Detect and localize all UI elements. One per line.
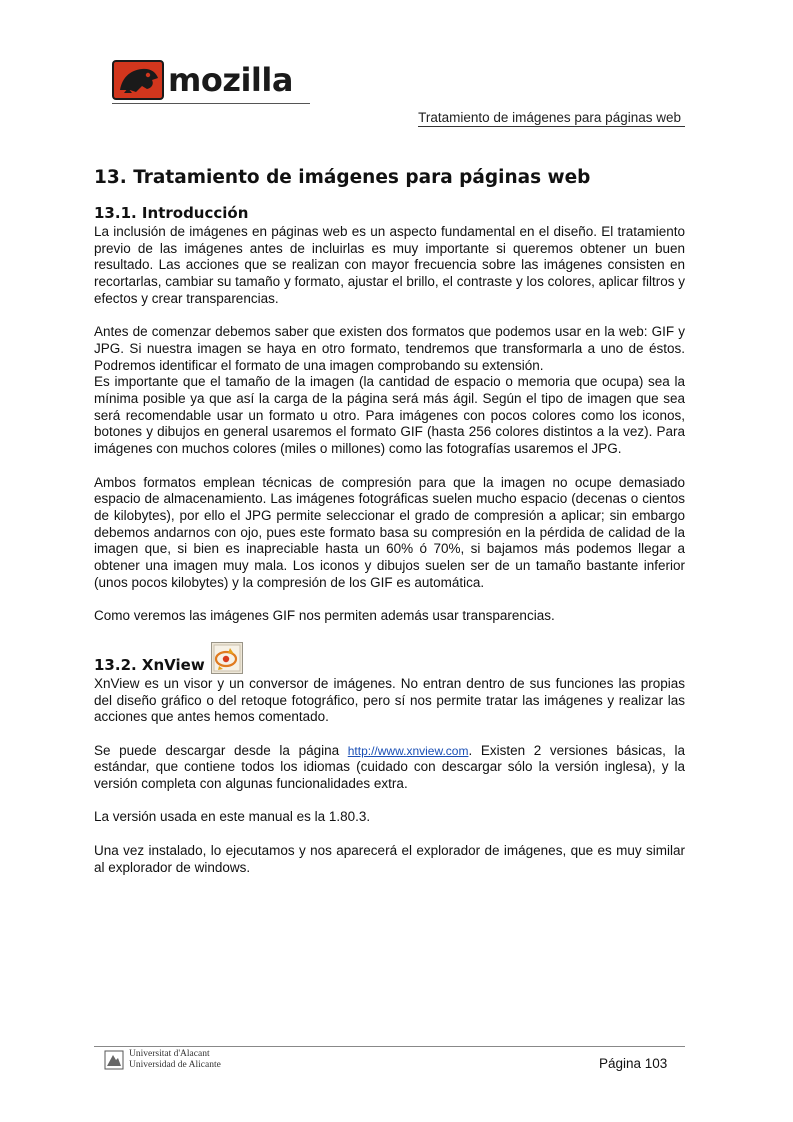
logo-wordmark: mozilla bbox=[168, 61, 293, 99]
section-heading-text: 13.2. XnView bbox=[94, 655, 205, 674]
running-header-title: Tratamiento de imágenes para páginas web bbox=[418, 110, 685, 127]
text-run: Se puede descargar desde la página bbox=[94, 742, 348, 758]
paragraph: La versión usada en este manual es la 1.80.3. bbox=[94, 809, 371, 825]
page-content bbox=[94, 166, 685, 876]
paragraph: XnView es un visor y un conversor de imágenes. No entran dentro de sus funciones las propias del diseño gráfico o del retoque fotográfico, pero sí nos permite tratar las imágenes y realizar las acciones que antes hemos comentado. bbox=[94, 675, 685, 725]
page-number: Página 103 bbox=[599, 1056, 668, 1071]
footer-rule bbox=[94, 1046, 685, 1047]
university-name bbox=[129, 1049, 221, 1070]
header-logo-rule bbox=[112, 103, 310, 104]
section-heading-text: 13.1. Introducción bbox=[94, 204, 249, 222]
paragraph-download bbox=[94, 743, 685, 793]
mozilla-dragon-icon bbox=[112, 60, 164, 100]
university-line-1: Universitat d'Alacant bbox=[129, 1049, 210, 1059]
text-run: . Existen 2 versiones básicas, la estándar, que contiene todos los idiomas (cuidado con descargar sólo la versión inglesa), y la versión completa con algunas funcionalidades extra. bbox=[94, 742, 685, 792]
paragraph: Ambos formatos emplean técnicas de compresión para que la imagen no ocupe demasiado espacio de almacenamiento. Las imágenes fotográficas suelen mucho espacio (decenas o cientos de kilobytes), por ello el JPG permite seleccionar el grado de compresión a aplicar; sin embargo debemos andarnos con ojo, pues este formato basa su compresión en la pérdida de calidad de la imagen que, si bien es inapreciable hasta un 60% ó 70%, si bajamos más podemos llegar a obtener una imagen muy mala. Los iconos y dibujos suelen ser de un tamaño bastante inferior (unos pocos kilobytes) y la compresión de los GIF es automática. bbox=[94, 474, 685, 590]
paragraph: La inclusión de imágenes en páginas web es un aspecto fundamental en el diseño. El tratamiento previo de las imágenes antes de incluirlas es muy importante si queremos obtener un buen resultado. Las acciones que se realizan con mayor frecuencia sobre las imágenes consisten en recortarlas, cambiar su tamaño y formato, ajustar el brillo, el contraste y los colores, aplicar filtros y efectos y crear transparencias. bbox=[94, 224, 685, 306]
university-logo bbox=[104, 1049, 221, 1070]
section-heading-introduccion bbox=[94, 204, 685, 222]
paragraph: Antes de comenzar debemos saber que existen dos formatos que podemos usar en la web: GIF y JPG. Si nuestra imagen se haya en otro formato, tendremos que transformarla a uno de éstos. Podremos identificar el formato de una imagen comprobando su extensión. bbox=[94, 324, 685, 373]
university-emblem-icon bbox=[104, 1050, 124, 1070]
paragraph: Como veremos las imágenes GIF nos permiten además usar transparencias. bbox=[94, 608, 555, 624]
paragraph: Una vez instalado, lo ejecutamos y nos aparecerá el explorador de imágenes, que es muy similar al explorador de windows. bbox=[94, 842, 685, 875]
xnview-app-icon bbox=[211, 642, 243, 674]
mozilla-logo bbox=[112, 58, 293, 102]
xnview-website-link[interactable]: http://www.xnview.com bbox=[347, 743, 469, 758]
chapter-title: 13. Tratamiento de imágenes para páginas web bbox=[94, 167, 591, 188]
university-line-2: Universidad de Alicante bbox=[129, 1059, 221, 1070]
paragraph: Es importante que el tamaño de la imagen (la cantidad de espacio o memoria que ocupa) sea la mínima posible ya que así la carga de la página será más ágil. Según el tipo de imagen que sea será recomendable usar un formato u otro. Para imágenes con pocos colores como los iconos, botones y dibujos en general usaremos el formato GIF (hasta 256 colores distintos a la vez). Para imágenes con muchos colores (miles o millones) como las fotografías usaremos el JPG. bbox=[94, 374, 685, 457]
section-heading-xnview bbox=[94, 642, 685, 674]
